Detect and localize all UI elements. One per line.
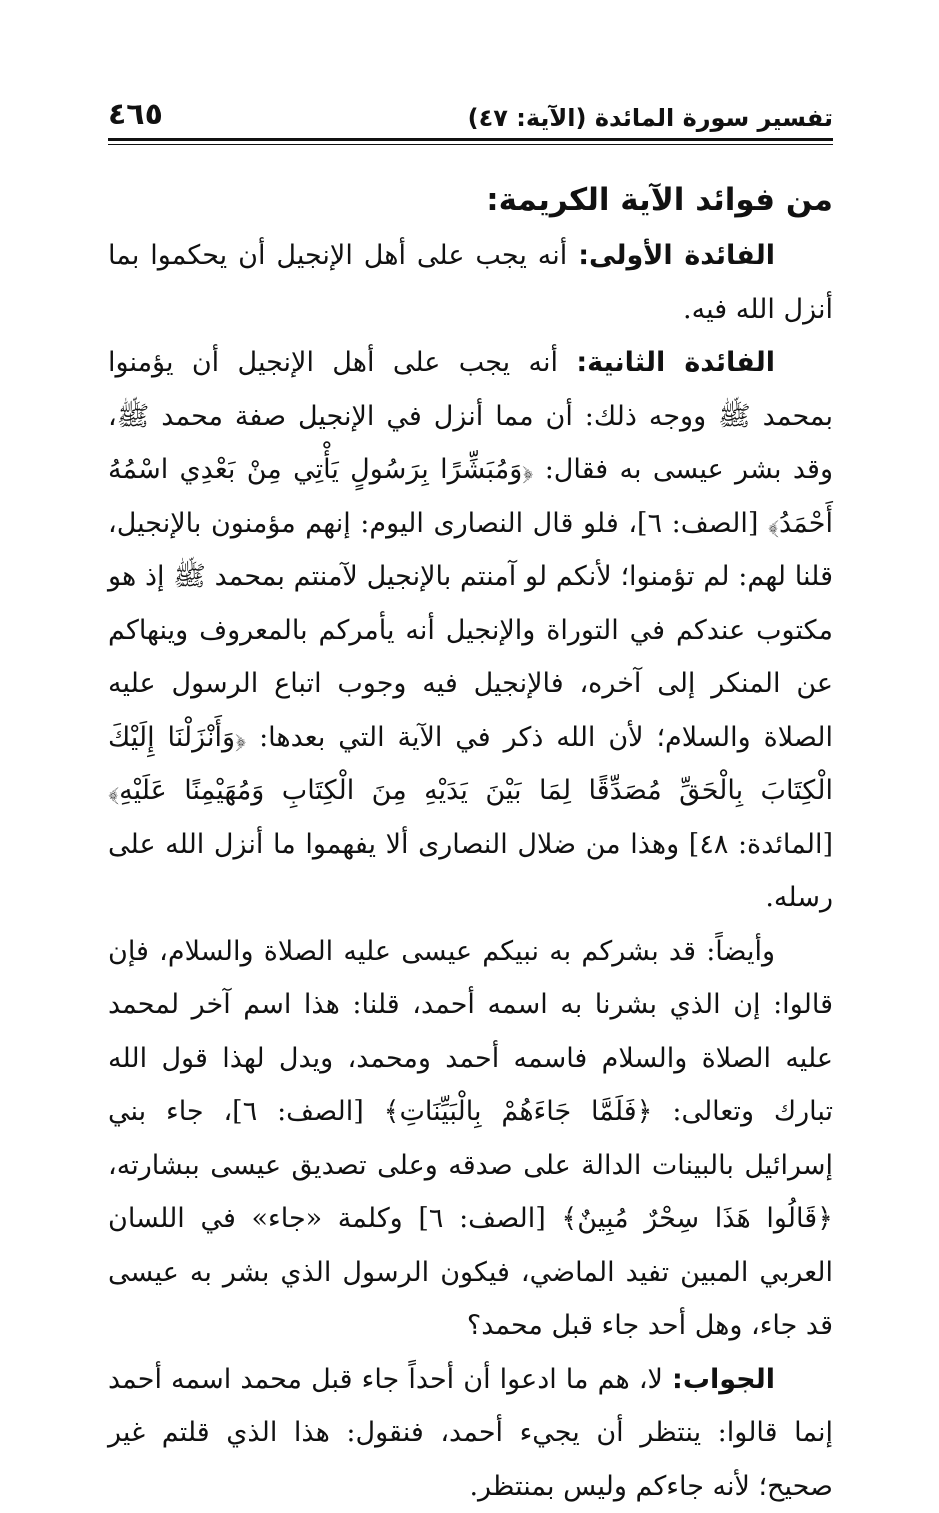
paragraph-lead: الفائدة الثانية: xyxy=(576,347,775,378)
paragraph-answer xyxy=(108,1353,833,1513)
header-rule xyxy=(108,138,833,145)
paragraph-lead: الفائدة الأولى: xyxy=(578,240,775,271)
paragraph-also xyxy=(108,925,833,1353)
paragraph-benefit-one xyxy=(108,229,833,336)
paragraph-text: وأيضاً: قد بشركم به نبيكم عيسى عليه الصلاة والسلام، فإن قالوا: إن الذي بشرنا به اسمه أحمد، قلنا: هذا اسم آخر لمحمد عليه الصلاة والسلام فاسمه أحمد ومحمد، ويدل لهذا قول الله تبارك وتعالى: ﴿فَلَمَّا جَاءَهُمْ بِالْبَيِّنَاتِ﴾ [الصف: ٦]، جاء بني إسرائيل بالبينات الدالة على صدقه وعلى تصديق عيسى ببشارته، ﴿قَالُوا هَذَا سِحْرٌ مُبِينٌ﴾ [الصف: ٦] وكلمة «جاء» في اللسان العربي المبين تفيد الماضي، فيكون الرسول الذي بشر به عيسى قد جاء، وهل أحد جاء قبل محمد؟ xyxy=(108,936,833,1342)
paragraph-benefit-two xyxy=(108,336,833,925)
book-page xyxy=(108,88,833,1348)
running-header-title: تفسير سورة المائدة (الآية: ٤٧) xyxy=(468,104,833,132)
paragraph-lead: الجواب: xyxy=(672,1364,775,1395)
paragraph-text: أنه يجب على أهل الإنجيل أن يحكموا بما أنزل الله فيه. xyxy=(108,240,833,325)
section-heading: من فوائد الآية الكريمة: xyxy=(108,175,833,225)
paragraph-text: أنه يجب على أهل الإنجيل أن يؤمنوا بمحمد ﷺ ووجه ذلك: أن مما أنزل في الإنجيل صفة محمد ﷺ، وقد بشر عيسى به فقال: ﴿وَمُبَشِّرًا بِرَسُولٍ يَأْتِي مِنْ بَعْدِي اسْمُهُ أَحْمَدُ﴾ [الصف: ٦]، فلو قال النصارى اليوم: إنهم مؤمنون بالإنجيل، قلنا لهم: لم تؤمنوا؛ لأنكم لو آمنتم بالإنجيل لآمنتم بمحمد ﷺ إذ هو مكتوب عندكم في التوراة والإنجيل أنه يأمركم بالمعروف وينهاكم عن المنكر إلى آخره، فالإنجيل فيه وجوب اتباع الرسول عليه الصلاة والسلام؛ لأن الله ذكر في الآية التي بعدها: ﴿وَأَنْزَلْنَا إِلَيْكَ الْكِتَابَ بِالْحَقِّ مُصَدِّقًا لِمَا بَيْنَ يَدَيْهِ مِنَ الْكِتَابِ وَمُهَيْمِنًا عَلَيْهِ﴾ [المائدة: ٤٨] وهذا من ضلال النصارى ألا يفهموا ما أنزل الله على رسله. xyxy=(108,347,833,913)
paragraph-text: لا، هم ما ادعوا أن أحداً جاء قبل محمد اسمه أحمد إنما قالوا: ينتظر أن يجيء أحمد، فنقول: هذا الذي قلتم غير صحيح؛ لأنه جاءكم وليس بمنتظر. xyxy=(108,1364,833,1502)
page-number: ٤٦٥ xyxy=(108,97,163,132)
running-header xyxy=(108,88,833,138)
